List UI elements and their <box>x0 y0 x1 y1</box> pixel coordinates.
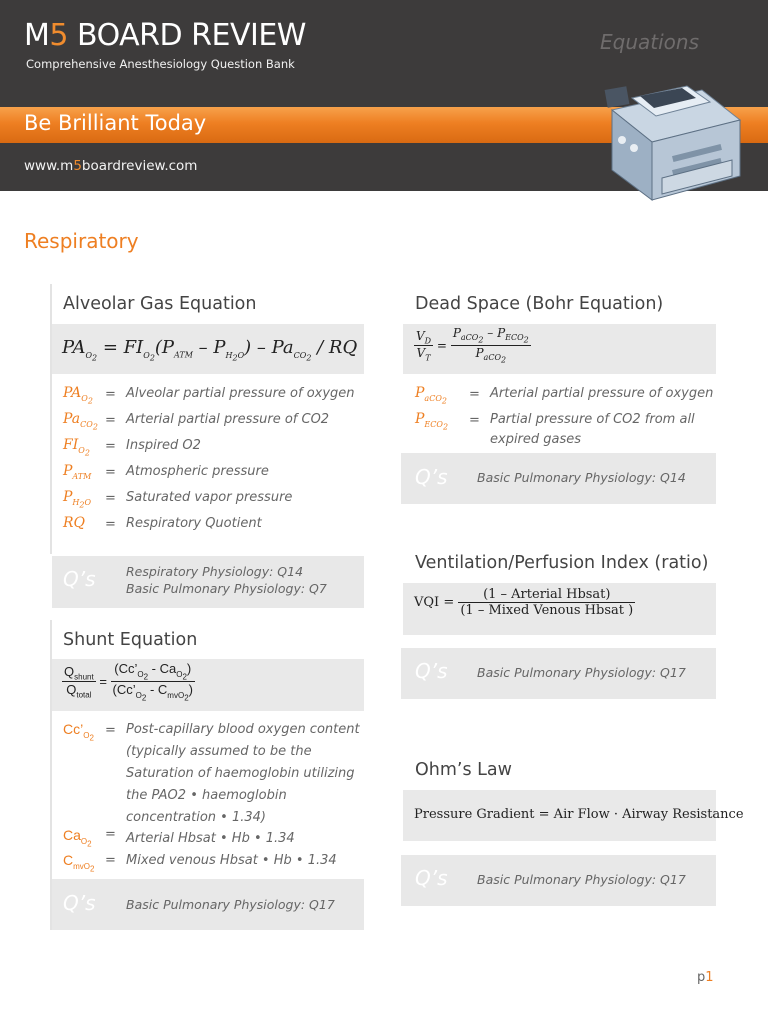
card-title-deadspace: Dead Space (Bohr Equation) <box>415 294 664 314</box>
alveolar-gas-equation: $PA_{O_2} = FI_{O_2}(P_{ATM} - P_{H_2O}) - Pa_{CO_2}$ / RQ <box>62 337 358 363</box>
definition: Atmospheric pressure <box>126 464 269 479</box>
var-cco2: $Cc’_{O_2}$ <box>63 721 94 743</box>
equals-sign: = <box>105 413 116 428</box>
definition: Arterial Hbsat • Hb • 1.34 <box>126 831 295 846</box>
questions-label: Q’s <box>415 465 448 489</box>
section-tag: Equations <box>600 30 699 54</box>
equals-sign: = <box>105 517 116 532</box>
equals-sign: = <box>469 387 480 402</box>
brand-logo[interactable]: M5 BOARD REVIEW <box>24 18 306 53</box>
var-pao2: $PA_{O_2}$ <box>63 385 93 406</box>
questions-label: Q’s <box>63 567 96 591</box>
var-patm: $P_{ATM}$ <box>63 463 92 481</box>
definition: Partial pressure of CO2 from all <box>490 412 695 427</box>
card-title-ohm: Ohm’s Law <box>415 760 512 780</box>
definition: Post-capillary blood oxygen content <box>126 722 360 737</box>
var-cao2: $Ca_{O_2}$ <box>63 827 92 849</box>
equals-sign: = <box>105 723 116 738</box>
shunt-equation: $\frac{Q_{shunt}}{Q_{total}}$ = $\frac{(Cc’_{O_2} - Ca_{O_2})}{(Cc’_{O_2} - C_{mvO_2})}$ <box>64 661 193 703</box>
questions-label: Q’s <box>63 891 96 915</box>
questions-label: Q’s <box>415 866 448 890</box>
question-link[interactable]: Basic Pulmonary Physiology: Q17 <box>477 872 686 887</box>
equals-sign: = <box>105 387 116 402</box>
tagline: Comprehensive Anesthesiology Question Bank <box>26 57 295 71</box>
card-title-vqi: Ventilation/Perfusion Index (ratio) <box>415 553 709 573</box>
equals-sign: = <box>105 491 116 506</box>
vqi-equation: VQI = $\frac{\text{(1 – Arterial Hbsat)}}{\text{(1 – Mixed Venous Hbsat )}}$ <box>414 587 634 618</box>
question-link[interactable]: Basic Pulmonary Physiology: Q14 <box>477 470 686 485</box>
page-number: p1 <box>697 970 714 985</box>
definition: the PAO2 • haemoglobin <box>126 788 287 803</box>
var-peco2: $P_{ECO_2}$ <box>415 411 449 432</box>
definition: Saturation of haemoglobin utilizing <box>126 766 355 781</box>
definition: Respiratory Quotient <box>126 516 262 531</box>
definition: concentration • 1.34) <box>126 810 266 825</box>
var-fio2: $FI_{O_2}$ <box>63 437 90 458</box>
var-rq: RQ <box>63 515 86 531</box>
card-title-alveolar: Alveolar Gas Equation <box>63 294 257 314</box>
bohr-equation: $\frac{V_D}{V_T}$ = $\frac{P_{aCO_2} - P_{ECO_2}}{P_{aCO_2}}$ <box>416 326 529 365</box>
question-link[interactable]: Basic Pulmonary Physiology: Q17 <box>477 665 686 680</box>
question-link[interactable]: Respiratory Physiology: Q14 <box>126 564 304 579</box>
definition: Alveolar partial pressure of oxygen <box>126 386 355 401</box>
ohms-law-equation: Pressure Gradient = Air Flow · Airway Resistance <box>414 807 744 822</box>
definition: Inspired O2 <box>126 438 201 453</box>
question-link[interactable]: Basic Pulmonary Physiology: Q17 <box>126 897 335 912</box>
questions-label: Q’s <box>415 659 448 683</box>
card-title-shunt: Shunt Equation <box>63 630 198 650</box>
question-link[interactable]: Basic Pulmonary Physiology: Q7 <box>126 581 327 596</box>
definition: expired gases <box>490 432 582 447</box>
equals-sign: = <box>105 465 116 480</box>
var-ph2o: $P_{H_2O}$ <box>63 489 92 510</box>
section-title: Respiratory <box>24 229 139 253</box>
var-paco2: $Pa_{CO_2}$ <box>63 411 98 432</box>
definition: (typically assumed to be the <box>126 744 312 759</box>
equals-sign: = <box>105 439 116 454</box>
website-link[interactable]: www.m5boardreview.com <box>24 158 198 174</box>
equals-sign: = <box>105 827 116 842</box>
slogan: Be Brilliant Today <box>24 111 207 135</box>
definition: Saturated vapor pressure <box>126 490 293 505</box>
definition: Mixed venous Hbsat • Hb • 1.34 <box>126 853 337 868</box>
anesthesia-machine-illustration <box>592 80 742 208</box>
var-cmvo2: $C_{mvO_2}$ <box>63 852 95 874</box>
equals-sign: = <box>105 853 116 868</box>
definition: Arterial partial pressure of CO2 <box>126 412 330 427</box>
definition: Arterial partial pressure of oxygen <box>490 386 714 401</box>
equals-sign: = <box>469 413 480 428</box>
var-paco2: $P_{aCO_2}$ <box>415 385 447 406</box>
